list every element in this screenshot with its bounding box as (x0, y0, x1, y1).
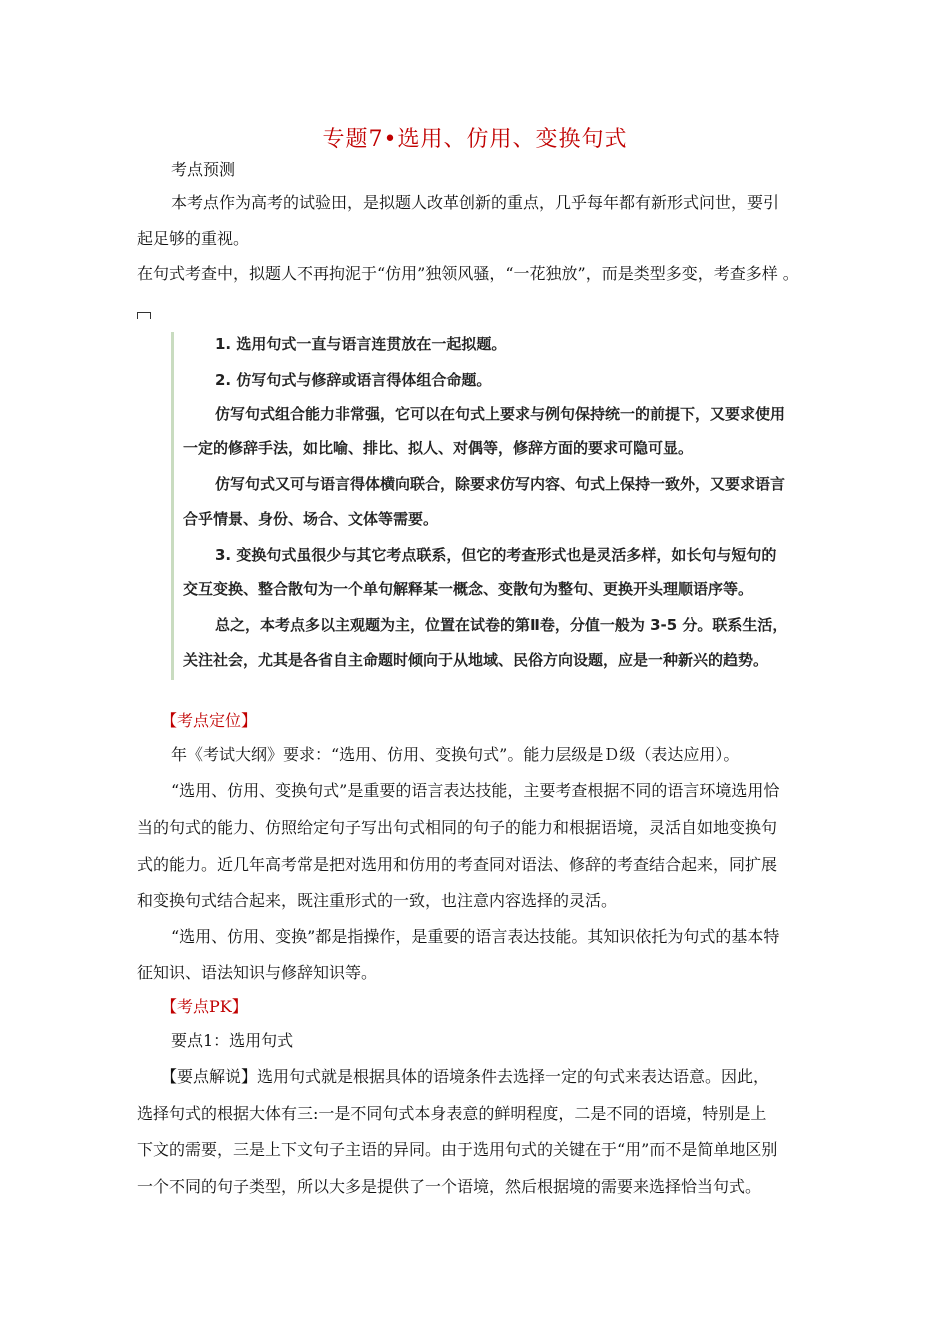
forecast-heading: 考点预测 (171, 160, 236, 179)
quote-line: 仿写句式又可与语言得体横向联合，除要求仿写内容、句式上保持一致外，又要求语言 (215, 475, 786, 493)
quote-line: 1. 选用句式一直与语言连贯放在一起拟题。 (215, 335, 507, 353)
paragraph-line: 在句式考查中，拟题人不再拘泥于“仿用”独领风骚，“一花独放”，而是类型多变，考查多样 。 (137, 264, 799, 283)
quote-line: 交互变换、整合散句为一个单句解释某一概念、变散句为整句、更换开头理顺语序等。 (183, 580, 754, 598)
quote-line: 3. 变换句式虽很少与其它考点联系，但它的考查形式也是灵活多样，如长句与短句的 (215, 546, 777, 564)
quote-line: 总之，本考点多以主观题为主，位置在试卷的第Ⅱ卷，分值一般为 3-5 分。联系生活， (215, 616, 788, 634)
quote-line: 关注社会，尤其是各省自主命题时倾向于从地域、民俗方向设题，应是一种新兴的趋势。 (183, 651, 769, 669)
quote-line: 一定的修辞手法，如比喻、排比、拟人、对偶等，修辞方面的要求可隐可显。 (183, 439, 694, 457)
paragraph-line: 一个不同的句子类型，所以大多是提供了一个语境，然后根据境的需要来选择恰当句式。 (137, 1177, 762, 1196)
section-heading: 【考点定位】 (161, 711, 258, 730)
corner-mark (137, 312, 151, 319)
paragraph-line: “选用、仿用、变换句式”是重要的语言表达技能，主要考查根据不同的语言环境选用恰 (171, 781, 780, 800)
paragraph-line: 下文的需要，三是上下文句子主语的异同。由于选用句式的关键在于“用”而不是简单地区别 (137, 1140, 778, 1159)
quote-bar (171, 332, 174, 680)
point-heading: 要点1：选用句式 (171, 1031, 294, 1050)
paragraph-line: 本考点作为高考的试验田，是拟题人改革创新的重点，几乎每年都有新形式问世，要引 (171, 193, 780, 212)
paragraph-line: 和变换句式结合起来，既注重形式的一致，也注意内容选择的灵活。 (137, 891, 618, 910)
section-heading: 【考点PK】 (161, 997, 248, 1016)
paragraph-line: 式的能力。近几年高考常是把对选用和仿用的考查同对语法、修辞的考查结合起来，同扩展 (137, 855, 778, 874)
paragraph-line: 【要点解说】选用句式就是根据具体的语境条件去选择一定的句式来表达语意。因此， (161, 1067, 770, 1086)
quote-line: 仿写句式组合能力非常强，它可以在句式上要求与例句保持统一的前提下，又要求使用 (215, 405, 786, 423)
paragraph-line: “选用、仿用、变换”都是指操作，是重要的语言表达技能。其知识依托为句式的基本特 (171, 927, 780, 946)
paragraph-line: 征知识、语法知识与修辞知识等。 (137, 963, 378, 982)
quote-line: 合乎情景、身份、场合、文体等需要。 (183, 510, 439, 528)
paragraph-line: 起足够的重视。 (137, 229, 250, 248)
paragraph-line: 当的句式的能力、仿照给定句子写出句式相同的句子的能力和根据语境，灵活自如地变换句 (137, 818, 778, 837)
paragraph-line: 选择句式的根据大体有三:一是不同句式本身表意的鲜明程度，二是不同的语境，特别是上 (137, 1104, 767, 1123)
page-title: 专题7•选用、仿用、变换句式 (322, 127, 628, 152)
paragraph-line: 年《考试大纲》要求：“选用、仿用、变换句式”。能力层级是Ｄ级（表达应用）。 (171, 745, 740, 764)
quote-line: 2. 仿写句式与修辞或语言得体组合命题。 (215, 371, 492, 389)
